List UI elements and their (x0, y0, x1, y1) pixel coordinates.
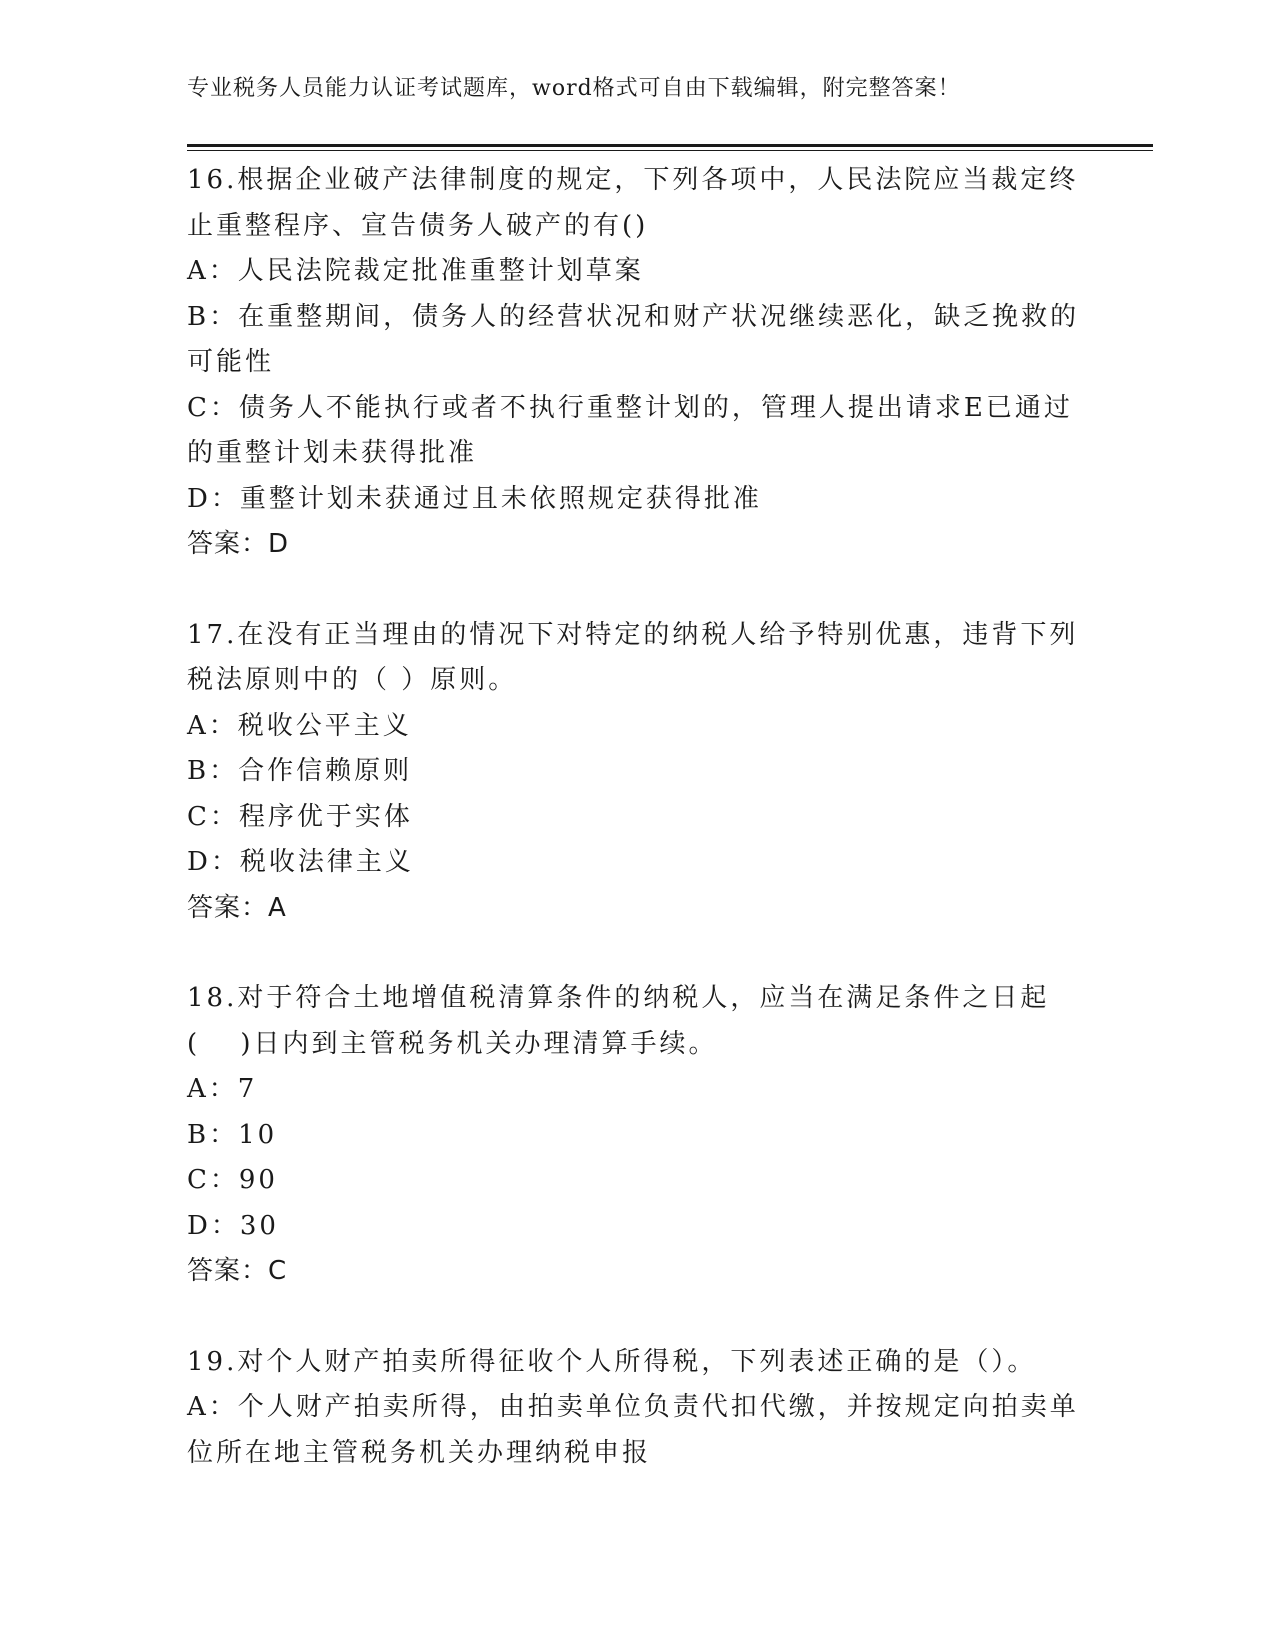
answer-label: 答案：D (187, 529, 290, 559)
option-c: C：90 (187, 1165, 278, 1195)
answer-label: 答案：C (187, 1256, 288, 1286)
question-text: 19.对个人财产拍卖所得征收个人所得税，下列表述正确的是（）。 (187, 1346, 1037, 1377)
option-c-continued: 的重整计划未获得批准 (187, 438, 478, 468)
question-list (187, 158, 1087, 1521)
option-b: B：在重整期间，债务人的经营状况和财产状况继续恶化，缺乏挽救的 (187, 301, 1080, 332)
answer-label: 答案：A (187, 892, 287, 923)
question-text: 17.在没有正当理由的情况下对特定的纳税人给予特别优惠，违背下列 (187, 619, 1079, 650)
question-16 (187, 158, 1087, 568)
option-a: A：个人财产拍卖所得，由拍卖单位负责代扣代缴，并按规定向拍卖单 (187, 1392, 1079, 1422)
option-a: A：人民法院裁定批准重整计划草案 (187, 256, 644, 286)
question-18 (187, 976, 1087, 1295)
question-19 (187, 1340, 1087, 1477)
header-divider-thin (187, 150, 1153, 151)
option-d: D：30 (187, 1210, 279, 1241)
option-d: D：重整计划未获通过且未依照规定获得批准 (187, 483, 762, 514)
option-b: B：10 (187, 1119, 278, 1150)
option-b: B：合作信赖原则 (187, 756, 413, 786)
option-d: D：税收法律主义 (187, 847, 414, 877)
page-header: 专业税务人员能力认证考试题库，word格式可自由下载编辑，附完整答案！ (187, 76, 961, 101)
option-a-continued: 位所在地主管税务机关办理纳税申报 (187, 1437, 652, 1468)
header-divider-thick (187, 144, 1153, 147)
question-text: 18.对于符合土地增值税清算条件的纳税人，应当在满足条件之日起 (187, 983, 1050, 1013)
option-c: C：债务人不能执行或者不执行重整计划的，管理人提出请求E已通过 (187, 392, 1073, 423)
question-17 (187, 613, 1087, 932)
option-a: A：税收公平主义 (187, 710, 412, 741)
question-text: 税法原则中的（ ）原则。 (187, 665, 518, 695)
question-text: 16.根据企业破产法律制度的规定，下列各项中，人民法院应当裁定终 (187, 165, 1079, 195)
option-c: C：程序优于实体 (187, 801, 413, 832)
option-a: A：7 (187, 1074, 258, 1104)
option-b-continued: 可能性 (187, 347, 275, 377)
question-text: 止重整程序、宣告债务人破产的有() (187, 210, 649, 241)
question-text: ( )日内到主管税务机关办理清算手续。 (187, 1028, 718, 1059)
